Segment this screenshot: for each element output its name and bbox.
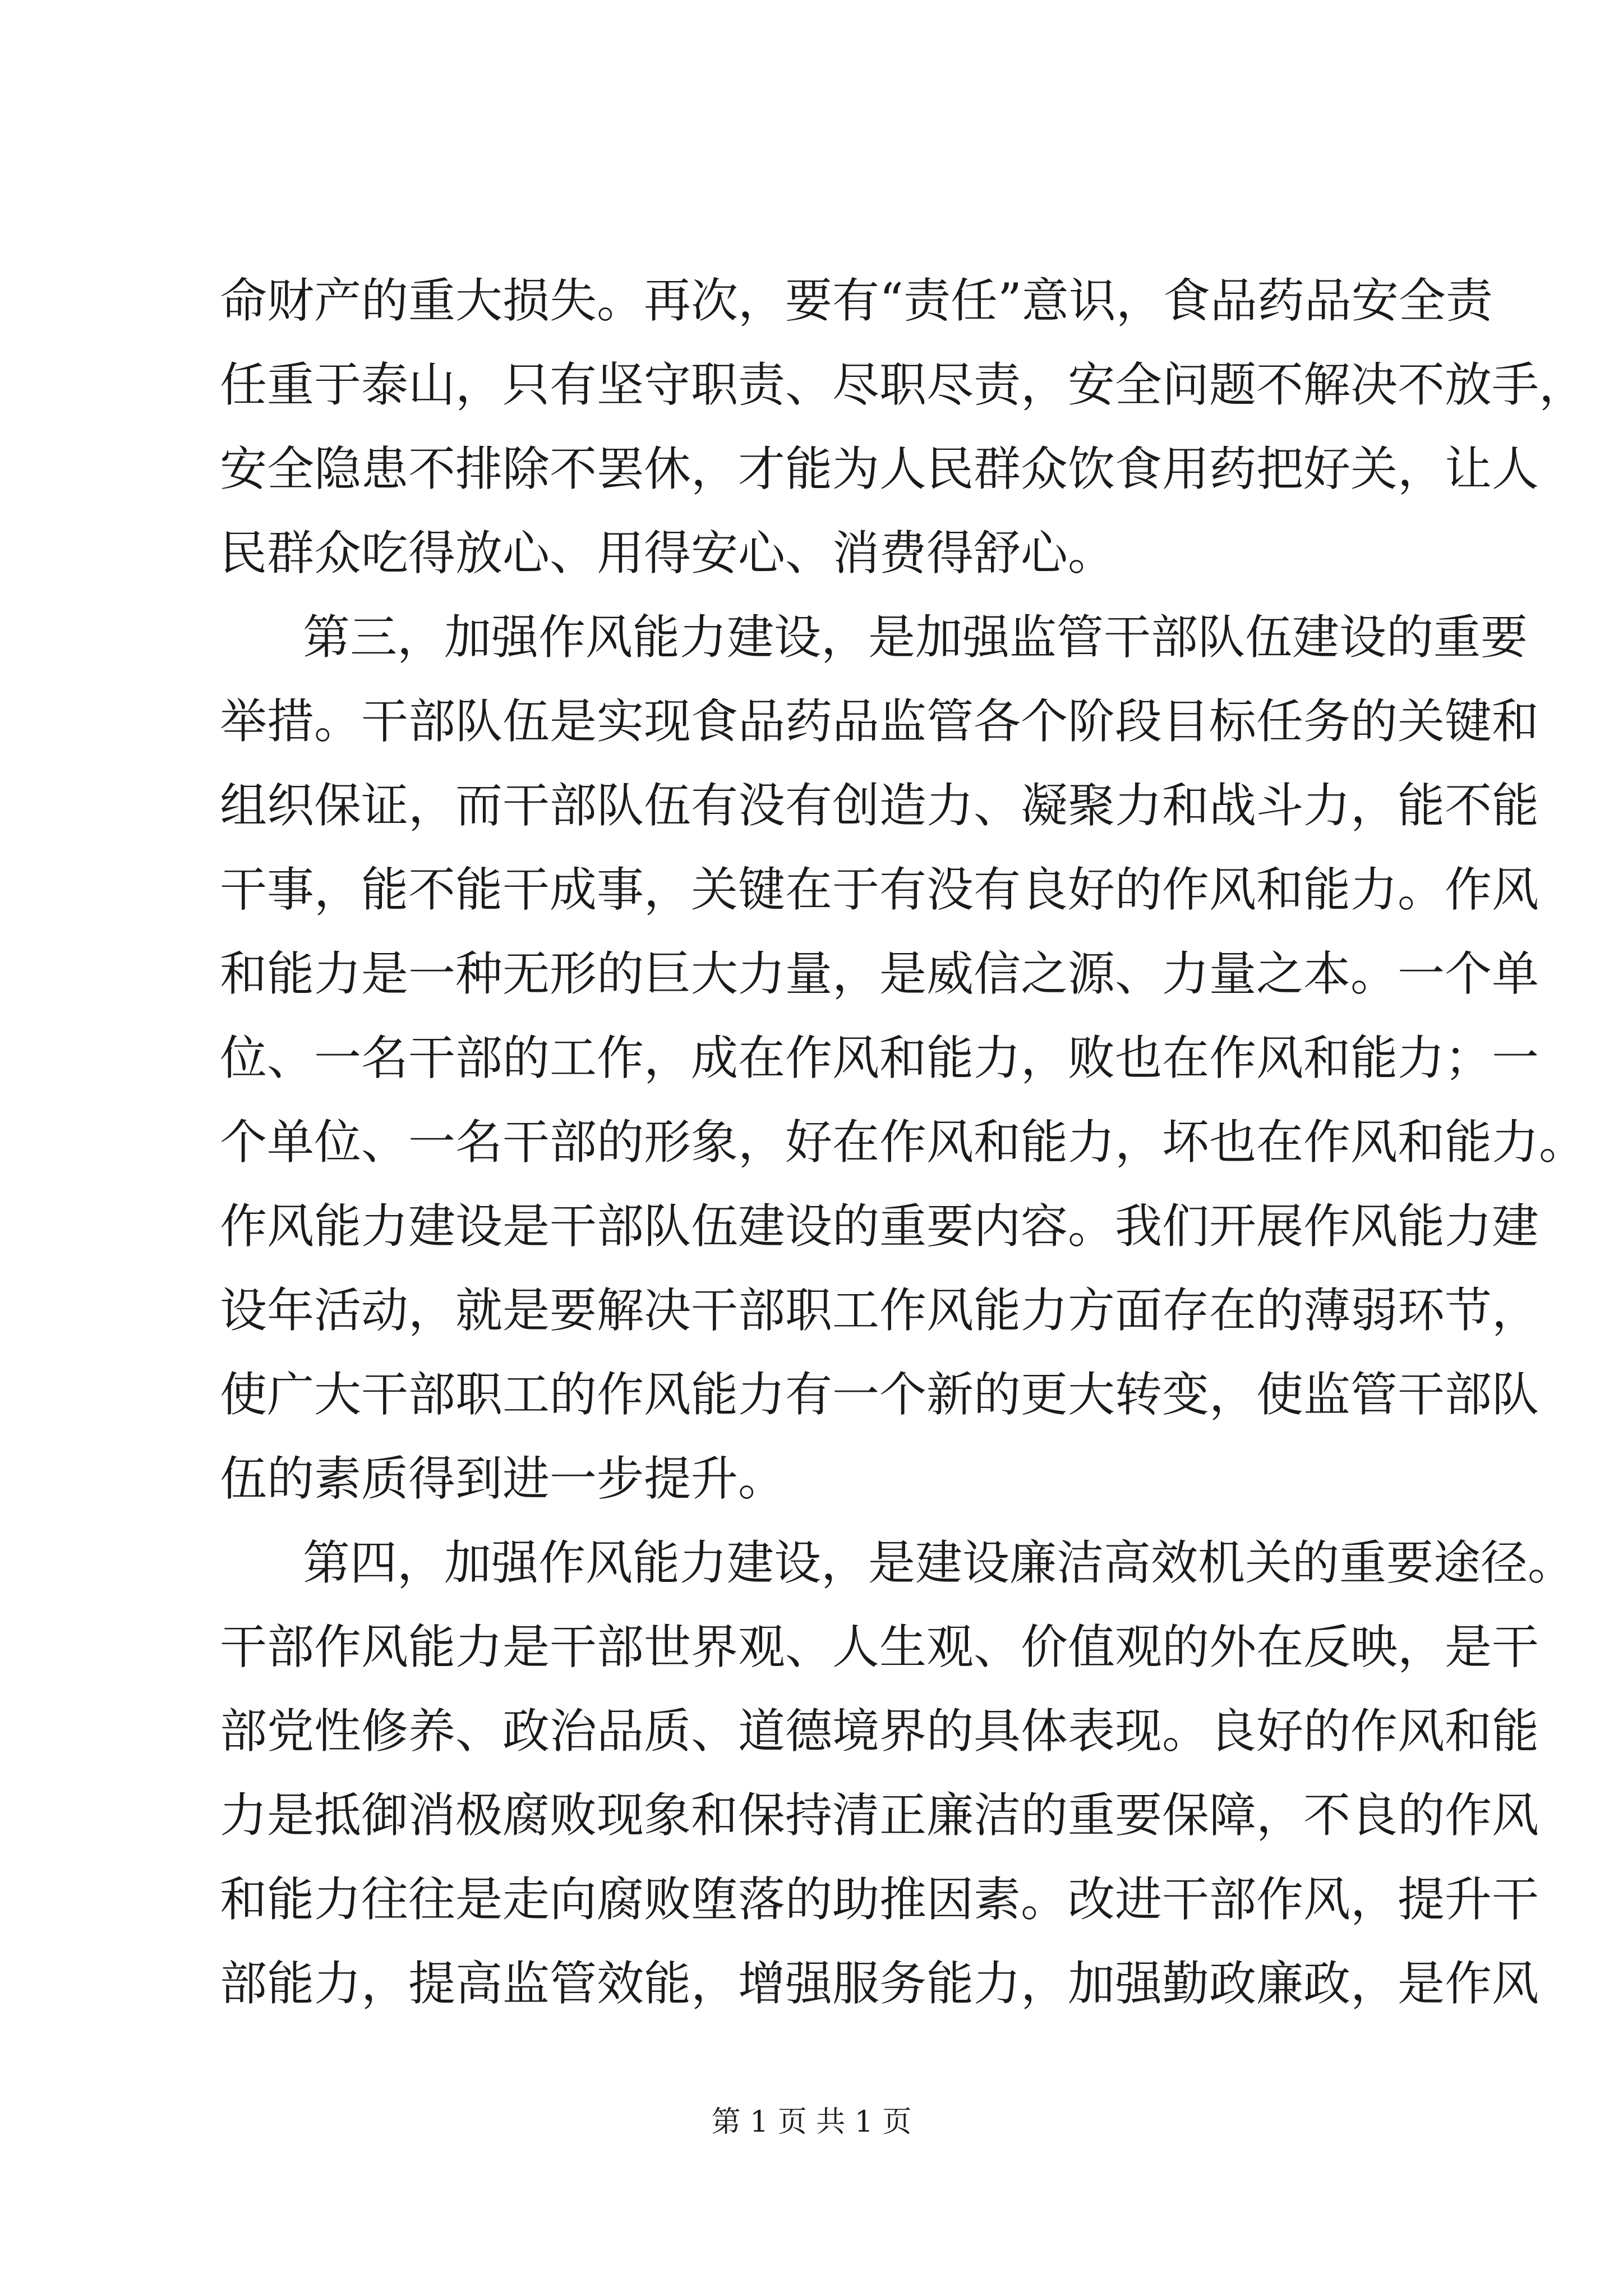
text-line: 民群众吃得放心、用得安心、消费得舒心。 [220,526,1115,581]
text-line: 干事，能不能干成事，关键在于有没有良好的作风和能力。作风 [220,862,1539,917]
page-number-footer: 第 1 页 共 1 页 [711,2105,912,2139]
text-line: 干部作风能力是干部世界观、人生观、价值观的外在反映，是干 [220,1619,1539,1674]
text-line: 个单位、一名干部的形象，好在作风和能力，坏也在作风和能力。 [220,1115,1587,1170]
paragraph-first-line: 第三，加强作风能力建设，是加强监管干部队伍建设的重要 [303,610,1528,665]
text-line: 部能力，提高监管效能，增强服务能力，加强勤政廉政，是作风 [220,1956,1539,2011]
text-line: 举措。干部队伍是实现食品药品监管各个阶段目标任务的关键和 [220,694,1539,749]
text-line: 设年活动，就是要解决干部职工作风能力方面存在的薄弱环节， [220,1283,1539,1338]
text-line: 作风能力建设是干部队伍建设的重要内容。我们开展作风能力建 [220,1199,1539,1254]
paragraph-first-line: 第四，加强作风能力建设，是建设廉洁高效机关的重要途径。 [303,1535,1575,1590]
text-line: 位、一名干部的工作，成在作风和能力，败也在作风和能力；一 [220,1030,1539,1085]
text-line: 任重于泰山，只有坚守职责、尽职尽责，安全问题不解决不放手， [220,357,1587,412]
text-line: 组织保证，而干部队伍有没有创造力、凝聚力和战斗力，能不能 [220,778,1539,833]
text-line: 命财产的重大损失。再次，要有“责任”意识，食品药品安全责 [220,273,1493,328]
text-line: 安全隐患不排除不罢休，才能为人民群众饮食用药把好关，让人 [220,441,1539,496]
text-line: 和能力是一种无形的巨大力量，是威信之源、力量之本。一个单 [220,946,1539,1001]
text-line: 伍的素质得到进一步提升。 [220,1451,786,1506]
text-line: 部党性修养、政治品质、道德境界的具体表现。良好的作风和能 [220,1704,1539,1759]
text-line: 力是抵御消极腐败现象和保持清正廉洁的重要保障，不良的作风 [220,1788,1539,1843]
text-line: 和能力往往是走向腐败堕落的助推因素。改进干部作风，提升干 [220,1872,1539,1927]
text-line: 使广大干部职工的作风能力有一个新的更大转变，使监管干部队 [220,1367,1539,1422]
